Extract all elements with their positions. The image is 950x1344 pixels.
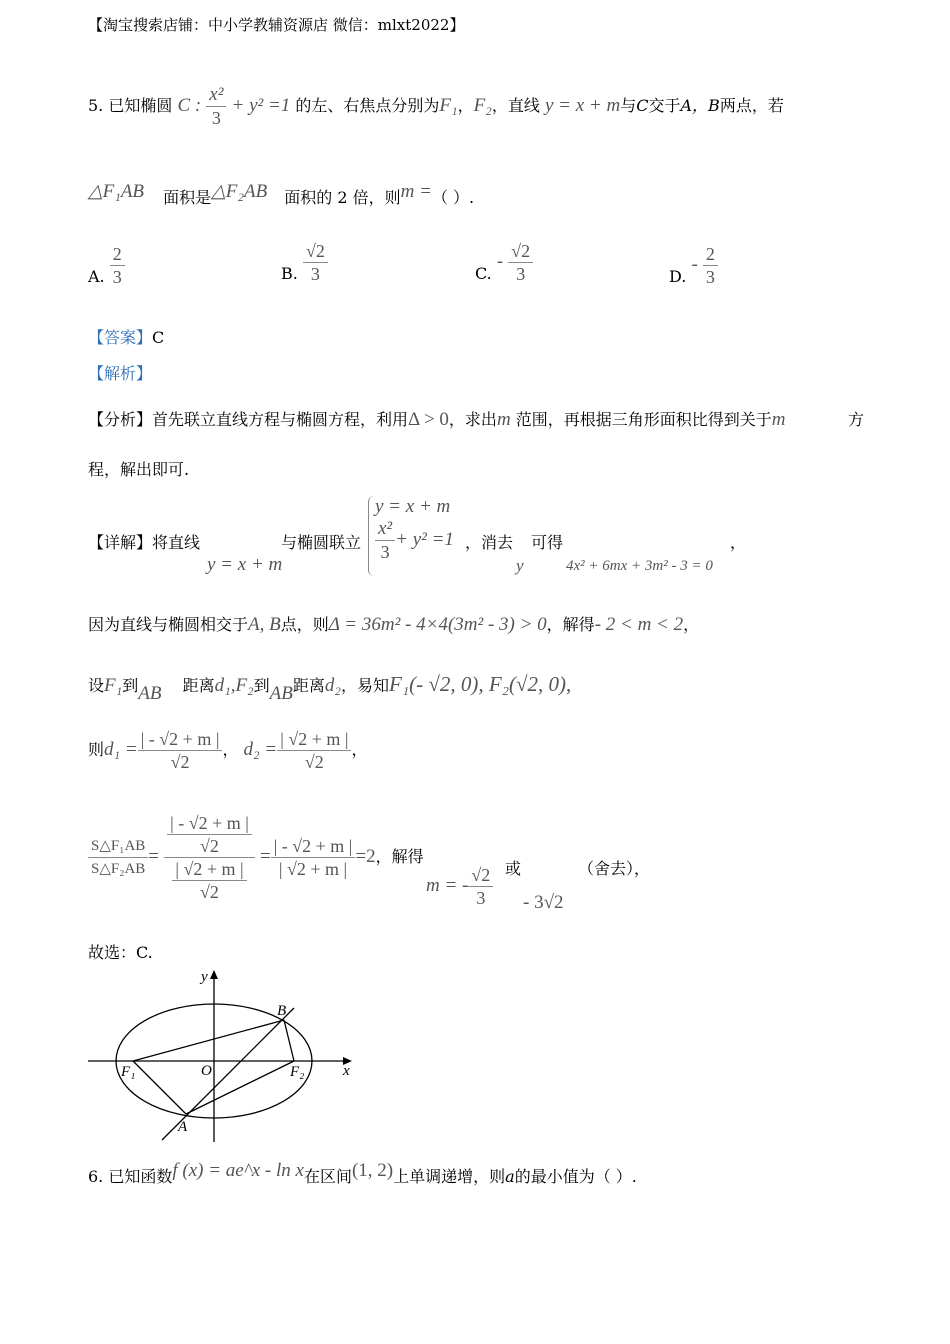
text: 与: [620, 96, 637, 115]
numerator: | - √2 + m |: [167, 812, 252, 835]
label-f2: F₂: [290, 1064, 305, 1080]
option-label: A.: [88, 267, 105, 286]
text: 面积的 2 倍，则: [284, 188, 401, 207]
sign: -: [691, 254, 698, 275]
numerator: | √2 + m |: [277, 728, 351, 751]
denominator: 3: [476, 888, 486, 908]
text: 的最小值为（ ）.: [514, 1167, 637, 1186]
text: 因为直线与椭圆相交于: [88, 615, 249, 634]
numerator: √2: [508, 240, 533, 263]
ab: AB: [138, 683, 162, 704]
y-variable: y: [516, 556, 524, 575]
text: ，消去: [465, 533, 514, 552]
numerator: √2: [468, 864, 493, 887]
text: 上单调递增，则: [393, 1167, 506, 1186]
function: f (x) = ae^x - ln x: [172, 1160, 304, 1181]
triangle-f2ab: △F₂AB: [211, 181, 268, 202]
text: 首先联立直线方程与椭圆方程，利用: [152, 410, 409, 429]
area-f2ab: S△F₂AB: [91, 861, 146, 877]
text: 到: [253, 676, 270, 695]
label-o: O: [201, 1063, 212, 1079]
text: 与椭圆联立: [281, 533, 362, 552]
fenxi-line2: 程，解出即可.: [88, 460, 190, 479]
line-equation: y = x + m: [544, 95, 621, 116]
delta: Δ > 0: [408, 409, 449, 430]
header-note: 【淘宝搜索店铺：中小学教辅资源店 微信：mlxt2022】: [88, 16, 465, 34]
y-arrow-icon: [210, 970, 218, 979]
m: m: [771, 409, 786, 430]
system-eq1: y = x + m: [375, 496, 451, 517]
f2: F₂: [473, 95, 492, 116]
m-equals: m =: [400, 181, 432, 202]
triangle-f1ab: △F₁AB: [88, 181, 145, 202]
ellipse-rhs: + y² =1: [231, 95, 291, 116]
answer-value: C: [152, 328, 165, 347]
text: （舍去），: [578, 859, 651, 878]
f2: ,F₂: [230, 675, 254, 696]
numerator: 2: [703, 243, 718, 266]
text: 设: [88, 676, 105, 695]
text: 面积是: [163, 188, 212, 207]
f1: F₁: [439, 95, 458, 116]
text: 到: [122, 676, 139, 695]
text: ，: [730, 533, 747, 552]
text: 或: [505, 859, 522, 878]
denominator: 3: [380, 542, 390, 562]
text: ，: [457, 96, 474, 115]
label-b: B: [277, 1003, 287, 1019]
a: a: [505, 1167, 515, 1186]
numerator: | √2 + m |: [172, 858, 246, 881]
numerator: x²: [206, 84, 226, 107]
ab: A，B: [680, 96, 720, 115]
d2: d₂: [324, 675, 342, 696]
text: ，求出: [448, 410, 497, 429]
d1: d₁ =: [104, 739, 138, 760]
text: 距离: [182, 676, 215, 695]
text: （ ）.: [431, 188, 475, 207]
denominator: √2: [200, 836, 219, 856]
numerator: | - √2 + m |: [138, 728, 223, 751]
quadratic-equation: 4x² + 6mx + 3m² - 3 = 0: [566, 558, 713, 574]
equals: =: [259, 846, 271, 867]
text: 的左、右焦点分别为: [295, 96, 440, 115]
conclusion: 故选：C.: [88, 943, 153, 962]
m: m: [496, 409, 511, 430]
q5-prefix: 5. 已知椭圆: [88, 96, 173, 115]
m-range: - 2 < m < 2: [594, 614, 684, 635]
segment-f1a: [133, 1061, 186, 1114]
text: 两点，若: [719, 96, 784, 115]
text: ，直线: [491, 96, 540, 115]
denominator: 3: [705, 267, 715, 287]
fenxi-tag: 【分析】: [88, 410, 153, 429]
text: 距离: [292, 676, 325, 695]
numerator: | - √2 + m |: [271, 835, 356, 858]
denominator: 3: [211, 108, 221, 128]
text: 范围，再根据三角形面积比得到关于: [515, 410, 772, 429]
text: 点，则: [280, 615, 329, 634]
interval: (1, 2): [351, 1160, 394, 1181]
analysis-tag: 【解析】: [88, 364, 153, 383]
system-eq2-rhs: + y² =1: [395, 529, 454, 550]
denominator: 3: [112, 267, 122, 287]
focus-coordinates: F₁(- √2, 0), F₂(√2, 0),: [389, 672, 572, 696]
denominator: 3: [516, 264, 526, 284]
text: ，: [222, 740, 239, 759]
text: 可得: [531, 533, 564, 552]
d1: d₁: [214, 675, 231, 696]
text: 交于: [648, 96, 681, 115]
d2: d₂ =: [243, 739, 278, 760]
equals: =: [148, 846, 160, 867]
text: ，解得: [546, 615, 595, 634]
text: ，: [351, 740, 368, 759]
denominator: √2: [200, 882, 219, 902]
line-equation: y = x + m: [207, 554, 283, 575]
text: 则: [88, 740, 105, 759]
ab: A, B: [248, 614, 281, 635]
ellipse-lhs: C :: [177, 95, 202, 116]
option-label: C.: [475, 264, 492, 283]
text: ，: [683, 615, 700, 634]
numerator: √2: [303, 240, 328, 263]
ab: AB: [269, 683, 293, 704]
text: 将直线: [152, 533, 201, 552]
label-y: y: [201, 969, 208, 985]
f1: F₁: [104, 675, 123, 696]
option-label: B.: [281, 264, 298, 283]
denominator: √2: [170, 752, 190, 772]
numerator: x²: [375, 518, 395, 541]
label-x: x: [343, 1063, 350, 1079]
numerator: 2: [110, 243, 125, 266]
area-f1ab: S△F₁AB: [88, 835, 148, 858]
m-equals: m = -: [426, 875, 469, 896]
q6-prefix: 6. 已知函数: [88, 1167, 173, 1186]
question-6: [88, 1160, 637, 1187]
label-f1: F₁: [121, 1064, 136, 1080]
denominator: | √2 + m |: [278, 859, 348, 879]
denominator: √2: [304, 752, 324, 772]
label-a: A: [178, 1119, 188, 1135]
c: C: [636, 96, 649, 115]
text: 在区间: [303, 1167, 352, 1186]
delta-inequality: Δ = 36m² - 4×4(3m² - 3) > 0: [328, 614, 547, 635]
denominator: 3: [310, 264, 320, 284]
option-label: D.: [669, 267, 687, 286]
rejected-solution: - 3√2: [523, 892, 564, 913]
sign: -: [496, 251, 504, 272]
detail-tag: 【详解】: [88, 533, 153, 552]
text: 方: [847, 410, 864, 429]
text: ，解得: [375, 847, 424, 866]
text: ，易知: [341, 676, 390, 695]
equals-two: =2: [355, 846, 376, 867]
answer-tag: 【答案】: [88, 328, 153, 347]
